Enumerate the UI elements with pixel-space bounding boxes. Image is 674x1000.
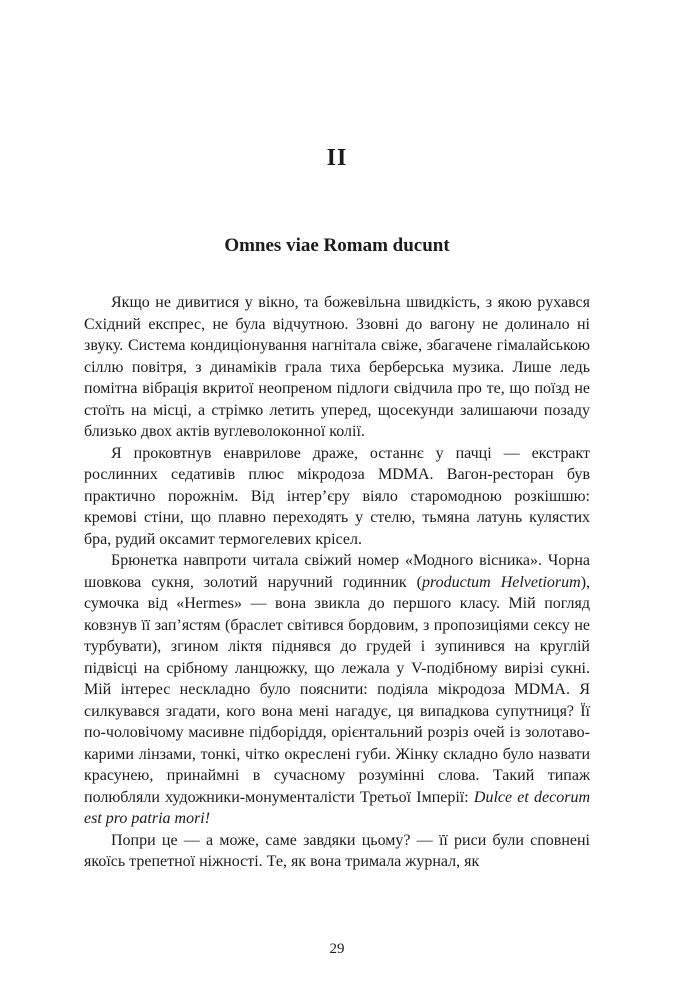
paragraph-text: Попри це — а може, саме завдяки цьому? — її риси були сповнені якоїсь трепетної ніжності. Те, як вона тримала журнал, як [84, 831, 590, 870]
paragraph [84, 443, 590, 551]
page-number: 29 [329, 941, 345, 957]
paragraph-text: Я проковтнув енаврилове драже, останнє у пачці — екстракт рослинних седативів плюс мікродоза MDMA. Вагон-ресторан був практично порожнім. Від інтер’єру віяло старомодною розкішшю: кремові стіни, що плавно переходять у стелю, тьмяна латунь кулястих бра, рудий оксамит термогелевих крісел. [84, 444, 590, 548]
paragraph-text-italic: Dulce et decorum est pro patria mori! [84, 788, 591, 827]
paragraph [84, 550, 590, 830]
paragraph [84, 292, 590, 443]
section-title: Omnes viae Romam ducunt [224, 235, 450, 256]
body-text [84, 292, 590, 873]
chapter-number: II [326, 145, 348, 171]
paragraph-text: ), сумочка від «Hermes» — вона звикла до першого класу. Мій погляд ковзнув її зап’ястям (браслет світився бордовим, з пропозиціями сексу не турбувати), згином ліктя піднявся до грудей і зупинився на круглій підвісці на срібному ланцюжку, що лежала у V-подібному вирізі сукні. Мій інтерес нескладно було пояснити: подіяла мікродоза MDMA. Я силкувався згадати, кого вона мені нагадує, ця випадкова супутниця? Її по-чоловічому масивне підборіддя, орієнтальний розріз очей із золотаво-карими лінзами, тонкі, чітко окреслені губи. Жінку складно було назвати красунею, принаймні в сучасному розумінні слова. Такий типаж полюбляли художники-монументалісти Третьої Імперії: [84, 573, 591, 806]
paragraph-text: Брюнетка навпроти читала свіжий номер «Модного вісника». Чорна шовкова сукня, золотий наручний годинник ( [84, 552, 590, 591]
paragraph [84, 830, 590, 873]
paragraph-text: Якщо не дивитися у вікно, та божевільна швидкість, з якою рухався Східний експрес, не була відчутною. Ззовні до вагону не долинало ні звуку. Система кондиціонування нагнітала свіже, збагачене гімалайською сіллю повітря, з динаміків грала тиха берберська музика. Лише ледь помітна вібрація вкритої неопреном підлоги свідчила про те, що поїзд не стоїть на місці, а стрімко летить уперед, щосекунди залишаючи позаду близько двох актів вуглеволоконної колії. [84, 294, 590, 440]
paragraph-text-italic: productum Helvetiorum [422, 573, 581, 591]
